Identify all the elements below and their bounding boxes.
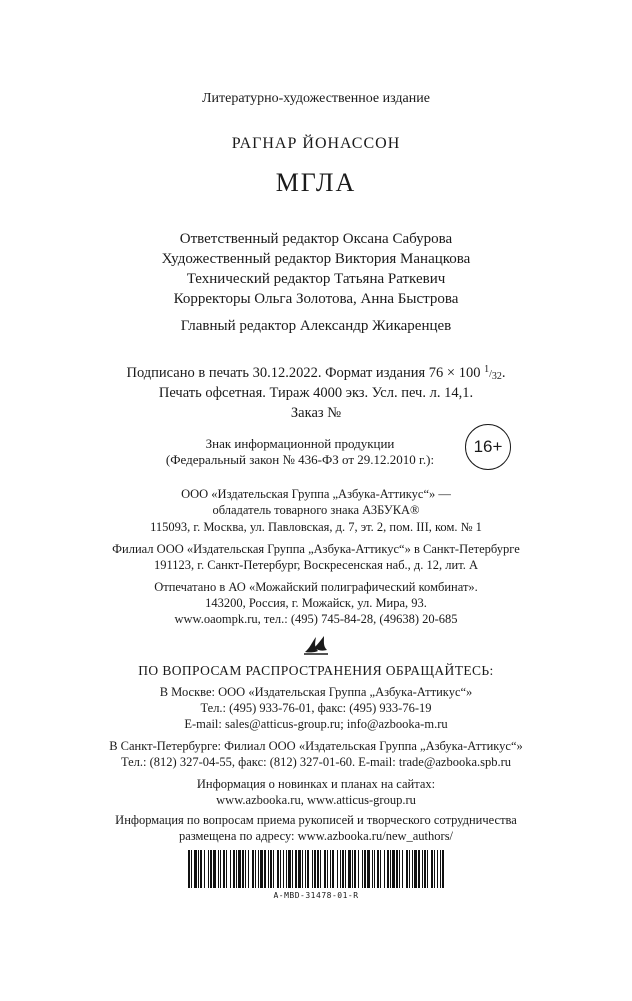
author-name: РАГНАР ЙОНАССОН [231, 135, 401, 152]
format-fraction [484, 364, 502, 382]
barcode-bar [440, 850, 441, 888]
barcode-bar [260, 850, 263, 888]
barcode-bar [204, 850, 205, 888]
print-format-period: . [501, 365, 506, 381]
barcode-bar [258, 850, 259, 888]
barcode-bar [223, 850, 225, 888]
genre-label: Литературно-художественное издание [202, 91, 430, 106]
barcode-bar [340, 850, 341, 888]
print-signed-line [0, 365, 632, 382]
barcode-bar [317, 850, 319, 888]
barcode-bar [230, 850, 231, 888]
barcode-bar [422, 850, 423, 888]
distribution-heading: ПО ВОПРОСАМ РАСПРОСТРАНЕНИЯ ОБРАЩАЙТЕСЬ: [138, 663, 494, 678]
barcode-bar [210, 850, 212, 888]
barcode-bar [298, 850, 301, 888]
manuscripts-info: Информация по вопросам приема рукописей и творческого сотрудничества [115, 813, 517, 827]
barcode-bar [409, 850, 410, 888]
barcode-bar [264, 850, 266, 888]
publisher-address: 115093, г. Москва, ул. Павловская, д. 7, эт. 2, пом. III, ком. № 1 [150, 520, 482, 534]
barcode-bar [362, 850, 363, 888]
credit-art-editor: Художественный редактор Виктория Манацкова [161, 251, 471, 267]
barcode-bar [198, 850, 199, 888]
barcode-bar [218, 850, 219, 888]
branch-name: Филиал ООО «Издательская Группа „Азбука-Аттикус“» в Санкт-Петербурге [112, 542, 520, 556]
barcode-bar [414, 850, 417, 888]
barcode-icon [188, 850, 444, 888]
barcode-bar [427, 850, 428, 888]
credit-responsible-editor: Ответственный редактор Оксана Сабурова [179, 231, 453, 247]
sites-list: www.azbooka.ru, www.atticus-group.ru [216, 793, 416, 807]
moscow-emails: E-mail: sales@atticus-group.ru; info@azbooka-m.ru [184, 717, 448, 731]
barcode-bar [283, 850, 284, 888]
barcode-bar [327, 850, 328, 888]
barcode-bar [330, 850, 331, 888]
barcode-bar [188, 850, 190, 888]
barcode-bar [314, 850, 316, 888]
barcode-bar [380, 850, 381, 888]
credit-proofreaders: Корректоры Ольга Золотова, Анна Быстрова [173, 291, 459, 307]
barcode-bar [434, 850, 435, 888]
barcode-bar [372, 850, 373, 888]
barcode-bar [374, 850, 375, 888]
publisher-trademark: обладатель товарного знака АЗБУКА® [212, 503, 420, 517]
barcode-bar [312, 850, 313, 888]
chief-editor: Главный редактор Александр Жикаренцев [180, 318, 452, 334]
printer-contacts: www.oaompk.ru, тел.: (495) 745-84-28, (49638) 20-685 [174, 612, 458, 626]
barcode-bar [270, 850, 272, 888]
barcode-bar [194, 850, 197, 888]
barcode-bar [384, 850, 385, 888]
printer-name: Отпечатано в АО «Можайский полиграфический комбинат». [154, 580, 478, 594]
barcode-bar [406, 850, 408, 888]
barcode-bar [392, 850, 395, 888]
barcode-bar [302, 850, 303, 888]
info-sign-law: (Федеральный закон № 436-ФЗ от 29.12.2010 г.): [165, 452, 435, 467]
fraction-separator: / [489, 369, 492, 380]
barcode-bar [431, 850, 433, 888]
barcode-bar [442, 850, 444, 888]
barcode-bar [324, 850, 326, 888]
barcode-code: A-MBD-31478-01-R [273, 891, 359, 900]
barcode-bar [424, 850, 426, 888]
barcode-bar [236, 850, 237, 888]
fraction-numerator: 1 [484, 364, 490, 375]
barcode-bar [320, 850, 321, 888]
print-run-line: Печать офсетная. Тираж 4000 экз. Усл. печ. л. 14,1. [158, 385, 474, 401]
barcode-bar [352, 850, 353, 888]
manuscripts-url: размещена по адресу: www.azbooka.ru/new_authors/ [178, 829, 454, 843]
barcode-bar [377, 850, 379, 888]
order-number-line: Заказ № [290, 405, 342, 421]
branch-address: 191123, г. Санкт-Петербург, Воскресенская наб., д. 12, лит. А [153, 558, 479, 572]
barcode-bar [255, 850, 256, 888]
barcode-bar [268, 850, 269, 888]
barcode-bar [288, 850, 291, 888]
barcode-bar [305, 850, 306, 888]
barcode-bar [307, 850, 309, 888]
barcode-bar [364, 850, 366, 888]
barcode-bar [345, 850, 346, 888]
barcode-bar [292, 850, 293, 888]
credit-technical-editor: Технический редактор Татьяна Раткевич [186, 271, 446, 287]
barcode-bar [332, 850, 334, 888]
barcode-bar [213, 850, 216, 888]
barcode-bar [238, 850, 241, 888]
barcode-bar [337, 850, 338, 888]
printer-address: 143200, Россия, г. Можайск, ул. Мира, 93. [205, 596, 427, 610]
spb-contacts: Тел.: (812) 327-04-55, факс: (812) 327-01-60. E-mail: trade@azbooka.spb.ru [120, 755, 512, 769]
barcode-bar [399, 850, 400, 888]
barcode-bar [191, 850, 192, 888]
barcode-bar [348, 850, 351, 888]
barcode-bar [273, 850, 274, 888]
age-rating-badge: 16+ [465, 424, 511, 470]
moscow-distributor: В Москве: ООО «Издательская Группа „Азбука-Аттикус“» [159, 685, 473, 699]
barcode-bar [248, 850, 249, 888]
barcode-bar [242, 850, 244, 888]
moscow-phones: Тел.: (495) 933-76-01, факс: (495) 933-76-19 [200, 701, 432, 715]
barcode-bar [277, 850, 279, 888]
barcode-bar [437, 850, 438, 888]
fraction-denominator: 32 [491, 371, 502, 382]
barcode-bar [418, 850, 420, 888]
barcode-bar [358, 850, 359, 888]
barcode-bar [367, 850, 370, 888]
barcode-bar [342, 850, 344, 888]
publisher-name: ООО «Издательская Группа „Азбука-Аттикус“» — [181, 487, 451, 501]
print-format-text: Подписано в печать 30.12.2022. Формат издания 76 × 100 [126, 365, 485, 381]
spb-distributor: В Санкт-Петербурге: Филиал ООО «Издательская Группа „Азбука-Аттикус“» [109, 739, 523, 753]
barcode-bar [226, 850, 227, 888]
barcode-bar [280, 850, 281, 888]
barcode-bar [390, 850, 391, 888]
barcode-bar [354, 850, 356, 888]
barcode-bar [412, 850, 413, 888]
azbuka-logo-icon [302, 634, 330, 656]
barcode-bar [402, 850, 403, 888]
barcode-bar [220, 850, 221, 888]
sites-heading: Информация о новинках и планах на сайтах: [196, 777, 436, 791]
barcode-bar [286, 850, 287, 888]
barcode-bar [233, 850, 235, 888]
barcode-bar [245, 850, 246, 888]
barcode-bar [200, 850, 202, 888]
barcode-bar [387, 850, 389, 888]
barcode-bar [396, 850, 398, 888]
info-sign-label: Знак информационной продукции [205, 436, 395, 451]
barcode-bar [295, 850, 297, 888]
barcode-bar [252, 850, 254, 888]
barcode-bar [208, 850, 209, 888]
book-title: МГЛА [275, 168, 357, 197]
